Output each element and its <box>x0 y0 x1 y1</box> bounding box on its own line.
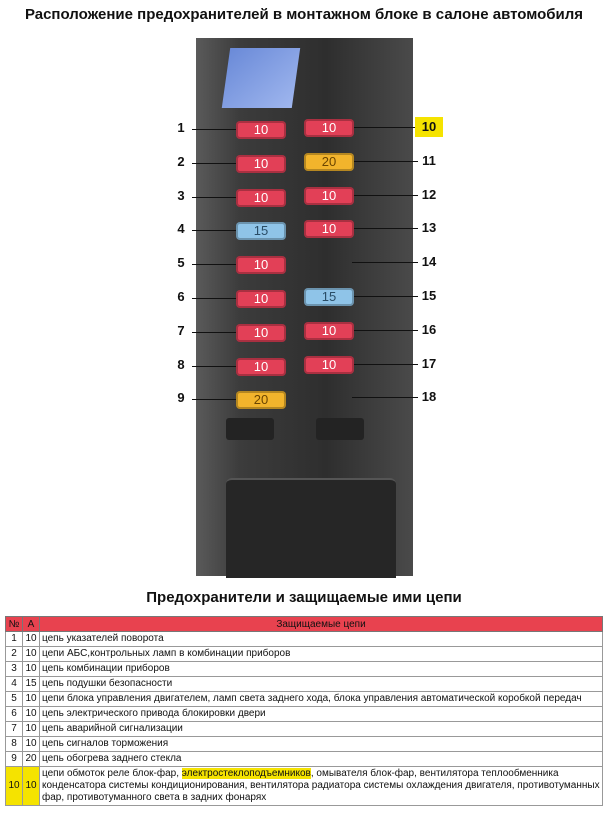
leader-line <box>352 161 418 162</box>
table-row <box>6 662 603 677</box>
fuse-circuits: цепи блока управления двигателем, ламп света заднего хода, блока управления автоматической коробкой передач <box>40 692 603 707</box>
fuse-number-label: 1 <box>177 120 185 135</box>
circuits-text: цепи обмоток реле блок-фар, <box>42 768 182 779</box>
fuse-circuits: цепи АБС,контрольных ламп в комбинации приборов <box>40 647 603 662</box>
circuits-text: , омывателя блок-фар, вентилятора теплообменника конденсатора системы кондиционирования, вентилятора радиатора системы охлаждения двигателя, противотуманных фар, противотуманного света в задних фонарях <box>42 768 600 803</box>
fuse-number: 8 <box>6 737 23 752</box>
fuse-number-label: 3 <box>177 187 185 203</box>
fuse-number-label: 8 <box>177 356 185 372</box>
fuse-box-photo <box>196 38 413 576</box>
fuse-11: 20 <box>304 153 354 171</box>
fuse-8: 10 <box>236 358 286 376</box>
fuse-number: 2 <box>6 647 23 662</box>
leader-line <box>192 230 236 231</box>
fuse-number: 6 <box>6 707 23 722</box>
relay-slot <box>316 418 364 440</box>
fuse-circuits: цепь комбинации приборов <box>40 662 603 677</box>
fuse-10: 10 <box>304 119 354 137</box>
leader-line <box>352 228 418 229</box>
fuse-number: 3 <box>6 662 23 677</box>
fuse-4: 15 <box>236 222 286 240</box>
fuse-number-label: 2 <box>177 153 185 169</box>
fuse-number: 1 <box>6 632 23 647</box>
fuse-amperage: 20 <box>23 752 40 767</box>
fuse-13: 10 <box>304 220 354 238</box>
leader-line <box>352 262 418 263</box>
fuse-number-label: 18 <box>421 389 437 405</box>
fuse-3: 10 <box>236 189 286 207</box>
fuse-number-label: 13 <box>421 220 437 236</box>
fuse-number-label: 7 <box>177 322 185 338</box>
fuse-table <box>5 616 603 806</box>
fuse-amperage: 15 <box>23 677 40 692</box>
fuse-16: 10 <box>304 322 354 340</box>
table-row <box>6 722 603 737</box>
fuse-amperage: 10 <box>23 737 40 752</box>
fuse-amperage: 10 <box>23 707 40 722</box>
leader-line <box>352 195 418 196</box>
leader-line <box>192 197 236 198</box>
highlighted-circuit: электростеклоподъемников <box>181 768 311 779</box>
leader-line <box>192 264 236 265</box>
fuse-number-label: 6 <box>177 289 185 304</box>
fuse-amperage: 10 <box>23 767 40 806</box>
table-header-row <box>6 617 603 632</box>
fuse-12: 10 <box>304 187 354 205</box>
fuse-number: 7 <box>6 722 23 737</box>
fuse-number: 9 <box>6 752 23 767</box>
fuse-circuits: цепь электрического привода блокировки двери <box>40 707 603 722</box>
table-row <box>6 692 603 707</box>
fuse-amperage: 10 <box>23 692 40 707</box>
fuse-number-label: 16 <box>421 321 437 337</box>
col-circuits: Защищаемые цепи <box>40 617 603 632</box>
fuse-1: 10 <box>236 121 286 139</box>
fuse-circuits: цепь указателей поворота <box>40 632 603 647</box>
table-title: Предохранители и защищаемые ими цепи <box>146 589 462 606</box>
leader-line <box>192 332 236 333</box>
table-row <box>6 737 603 752</box>
fuse-amperage: 10 <box>23 722 40 737</box>
leader-line <box>352 127 415 128</box>
fuse-number-label: 4 <box>177 221 185 237</box>
page-title: Расположение предохранителей в монтажном блоке в салоне автомобиля <box>24 6 584 23</box>
fuse-number-label: 10 <box>415 117 443 137</box>
fuse-2: 10 <box>236 155 286 173</box>
fuse-number-label: 11 <box>422 152 436 168</box>
table-row <box>6 752 603 767</box>
fuse-6: 10 <box>236 290 286 308</box>
table-row <box>6 677 603 692</box>
fuse-9: 20 <box>236 391 286 409</box>
fuse-number: 5 <box>6 692 23 707</box>
leader-line <box>352 397 418 398</box>
table-row <box>6 647 603 662</box>
leader-line <box>192 163 236 164</box>
fuse-circuits: цепь аварийной сигнализации <box>40 722 603 737</box>
leader-line <box>192 298 236 299</box>
fuse-box-cover <box>226 478 396 578</box>
leader-line <box>192 129 236 130</box>
fuse-17: 10 <box>304 356 354 374</box>
fuse-circuits: цепь подушки безопасности <box>40 677 603 692</box>
fuse-circuits: цепь обогрева заднего стекла <box>40 752 603 767</box>
leader-line <box>352 330 418 331</box>
fuse-number-label: 9 <box>177 390 185 406</box>
table-row <box>6 632 603 647</box>
relay-slot <box>226 418 274 440</box>
fuse-amperage: 10 <box>23 632 40 647</box>
fuse-amperage: 10 <box>23 647 40 662</box>
leader-line <box>192 366 236 367</box>
fuse-number: 10 <box>6 767 23 806</box>
table-row <box>6 707 603 722</box>
fuse-number-label: 5 <box>177 255 185 271</box>
leader-line <box>352 364 418 365</box>
fuse-circuits: цепь сигналов торможения <box>40 737 603 752</box>
fuse-number-label: 15 <box>421 288 437 303</box>
glare <box>222 48 300 108</box>
table-row <box>6 767 603 806</box>
fuse-circuits <box>40 767 603 806</box>
col-amperage: А <box>23 617 40 632</box>
fuse-number-label: 14 <box>421 254 437 270</box>
leader-line <box>352 296 418 297</box>
fuse-number-label: 17 <box>421 355 437 371</box>
fuse-number: 4 <box>6 677 23 692</box>
fuse-15: 15 <box>304 288 354 306</box>
fuse-7: 10 <box>236 324 286 342</box>
col-number: № <box>6 617 23 632</box>
leader-line <box>192 399 236 400</box>
fuse-5: 10 <box>236 256 286 274</box>
fuse-amperage: 10 <box>23 662 40 677</box>
fuse-number-label: 12 <box>421 186 437 202</box>
